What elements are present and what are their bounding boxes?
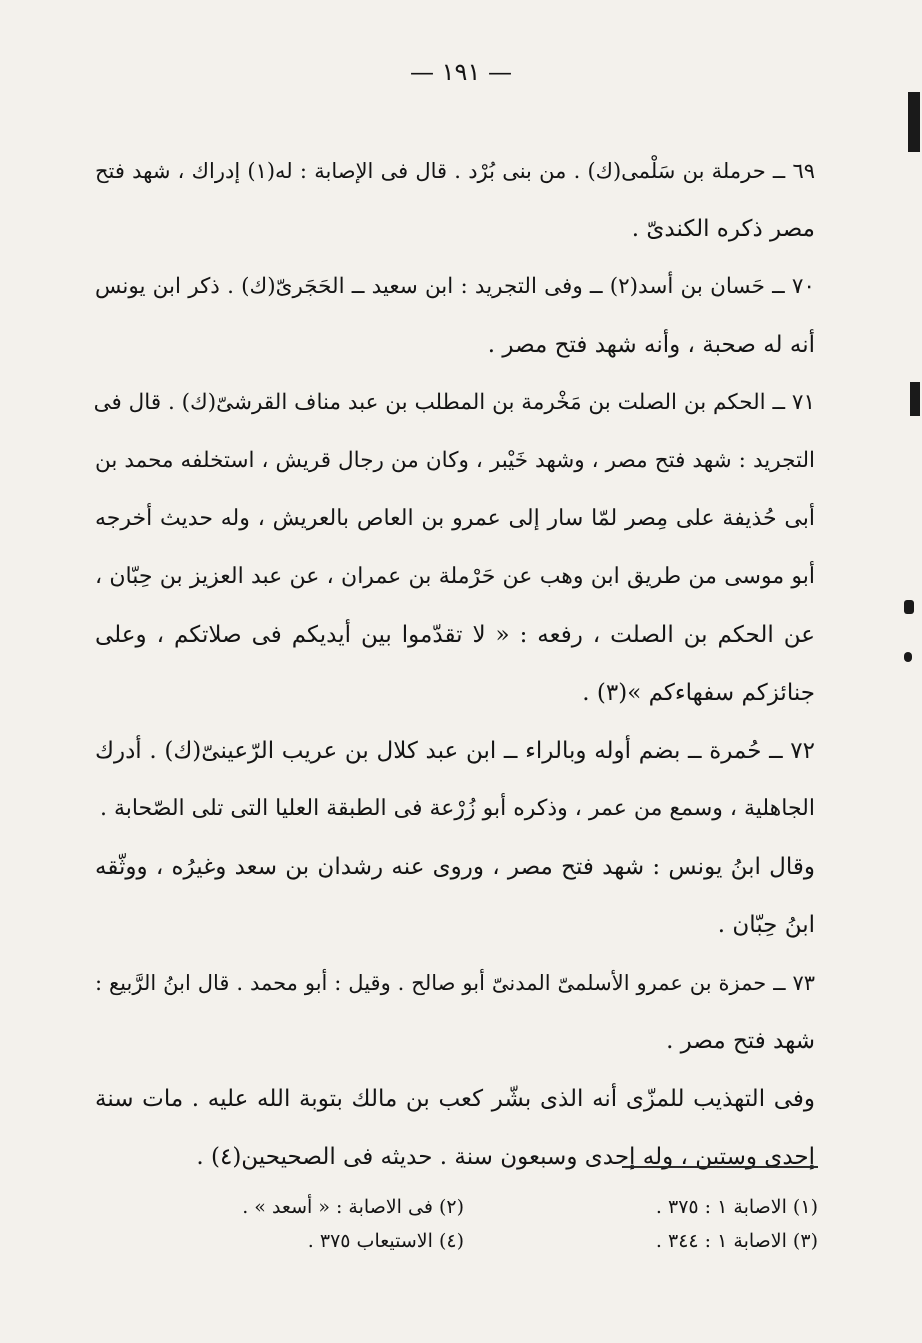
text-line: أبى حُذيفة على مِصر لمّا سار إلى عمرو بن العاص بالعريش ، وله حديث أخرجه xyxy=(95,506,815,531)
text-line: إحدى وستين ، وله إحدى وسبعون سنة . حديثه فى الصحيحين(٤) . xyxy=(196,1144,815,1170)
text-line: ٧٣ ــ حمزة بن عمرو الأسلمىّ المدنىّ أبو صالح . وقيل : أبو محمد . قال ابنُ الرَّبيع : xyxy=(95,971,815,995)
scan-edge-mark xyxy=(908,92,920,152)
footnote-divider xyxy=(622,1166,818,1168)
text-line: ٧٢ ــ حُمرة ــ بضم أوله وبالراء ــ ابن عبد كلال بن عريب الرّعينىّ(ك) . أدرك xyxy=(95,738,815,764)
text-line: التجريد : شهد فتح مصر ، وشهد خَيْبر ، وكان من رجال قريش ، استخلفه محمد بن xyxy=(95,448,815,473)
text-line: عن الحكم بن الصلت ، رفعه : « لا تقدّموا بين أيديكم فى صلاتكم ، وعلى xyxy=(95,622,815,648)
footnote-2: (٢) فى الاصابة : « أسعد » . xyxy=(242,1196,464,1218)
text-line: أبو موسى من طريق ابن وهب عن حَرْملة بن عمران ، عن عبد العزيز بن حِبّان ، xyxy=(95,564,815,589)
scan-edge-mark xyxy=(904,652,912,662)
text-line: الجاهلية ، وسمع من عمر ، وذكره أبو زُرْعة فى الطبقة العليا التى تلى الصّحابة . xyxy=(99,796,815,821)
footnote-1: (١) الاصابة ١ : ٣٧٥ . xyxy=(655,1196,818,1218)
text-line: أنه له صحبة ، وأنه شهد فتح مصر . xyxy=(487,332,815,358)
footnote-4: (٤) الاستيعاب ٣٧٥ . xyxy=(307,1230,464,1252)
page-number: — ١٩١ — xyxy=(410,58,512,86)
text-line: ٧١ ــ الحكم بن الصلت بن مَخْرمة بن المطلب بن عبد مناف القرشىّ(ك) . قال فى xyxy=(93,390,815,415)
entry-paragraph xyxy=(95,374,815,722)
entry-paragraph xyxy=(95,1070,815,1186)
entry-paragraph xyxy=(95,258,815,374)
scan-edge-mark xyxy=(904,600,914,614)
text-line: وفى التهذيب للمزّى أنه الذى بشّر كعب بن مالك بتوبة الله عليه . مات سنة xyxy=(95,1086,815,1112)
footnote-3: (٣) الاصابة ١ : ٣٤٤ . xyxy=(655,1230,818,1252)
entry-paragraph xyxy=(95,722,815,838)
text-line: مصر ذكره الكندىّ . xyxy=(631,216,815,242)
text-line: ٧٠ ــ حَسان بن أسد(٢) ــ وفى التجريد : ابن سعيد ــ الحَجَرىّ(ك) . ذكر ابن يونس xyxy=(95,274,815,299)
text-line: وقال ابنُ يونس : شهد فتح مصر ، وروى عنه رشدان بن سعد وغيرُه ، ووثّقه xyxy=(95,854,815,880)
text-line: ٦٩ ــ حرملة بن سَلْمى(ك) . من بنى بُرْد . قال فى الإصابة : له(١) إدراك ، شهد فتح xyxy=(95,159,815,183)
text-line: شهد فتح مصر . xyxy=(666,1028,815,1054)
text-line: ابنُ حِبّان . xyxy=(717,912,815,938)
entry-paragraph xyxy=(95,142,815,258)
text-line: جنائزكم سفهاءكم »(٣) . xyxy=(582,680,815,706)
entry-paragraph xyxy=(95,838,815,954)
scan-edge-mark xyxy=(910,382,920,416)
entry-paragraph xyxy=(95,954,815,1070)
